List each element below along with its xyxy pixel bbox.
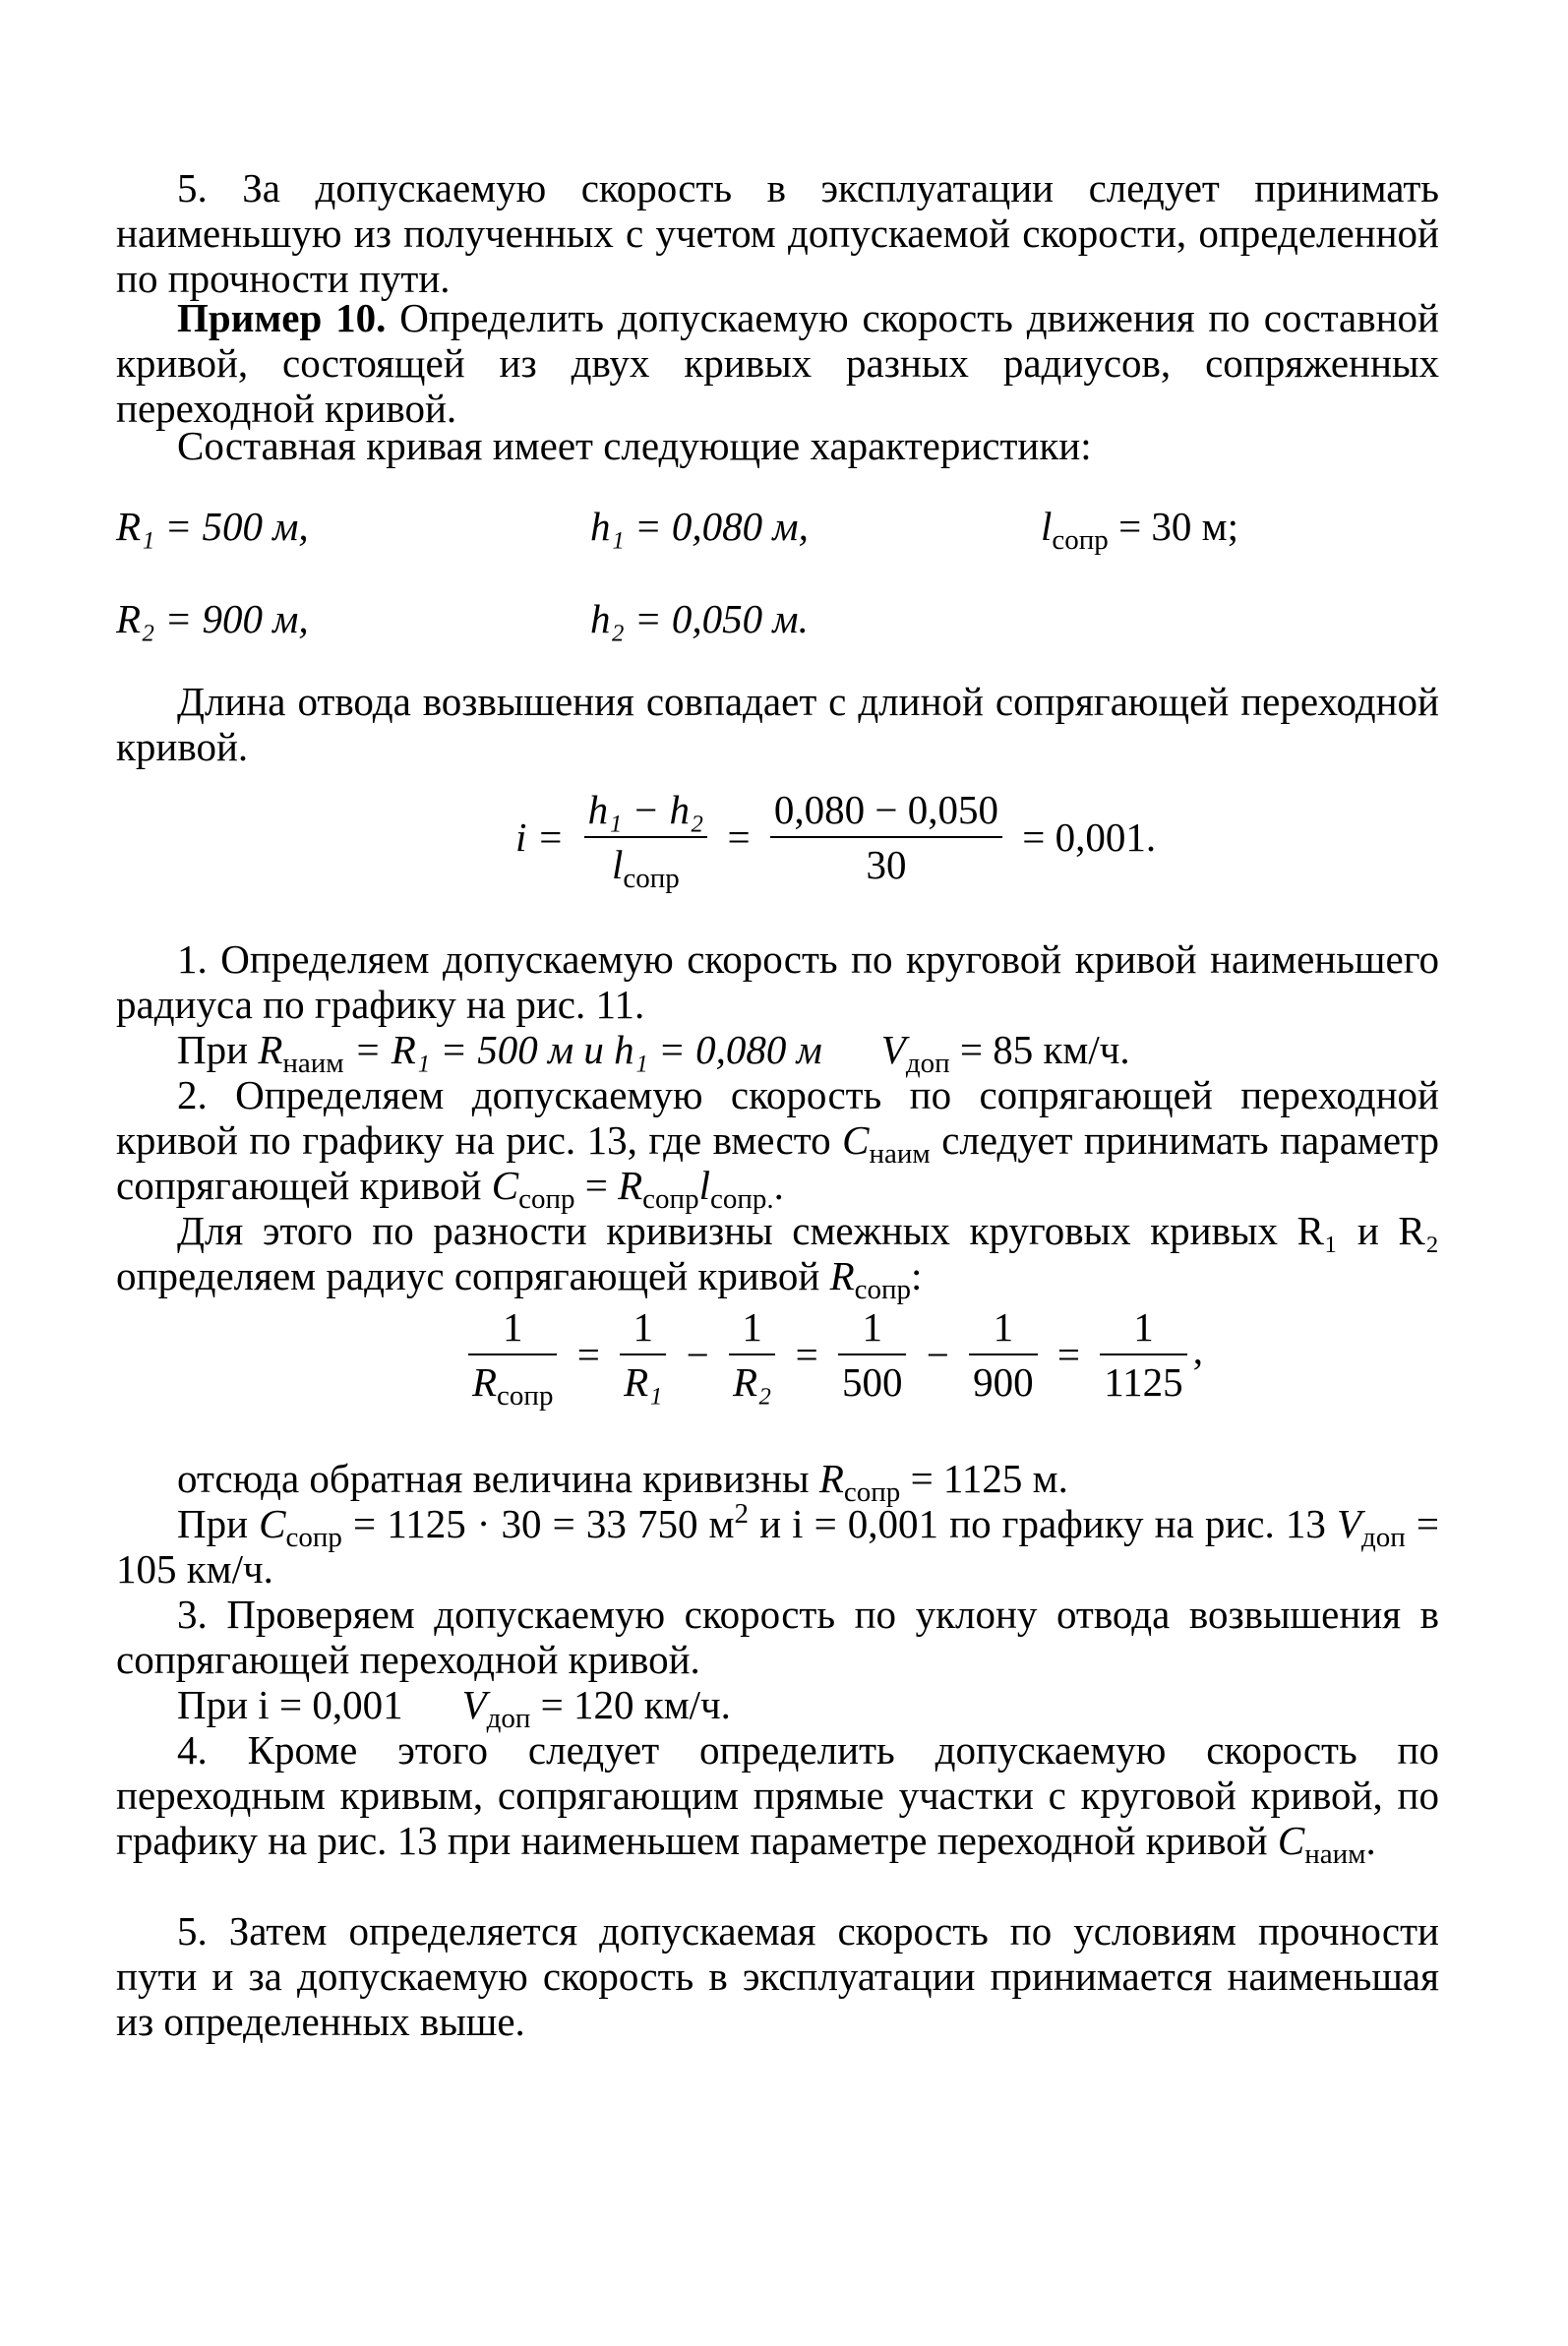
example-text: Определить допускаемую скорость движения по составной кривой, состоящей из двух кривых разных радиусов, сопряженных переходной кривой.	[116, 295, 1439, 431]
formula-result: = 0,001.	[1022, 814, 1157, 860]
paragraph-text: Составная кривая имеет следующие характеристики:	[177, 423, 1092, 468]
paragraph-ramp-length	[116, 679, 1439, 769]
param-l-conj: $l_{сопр} = 30$ м;	[1041, 504, 1239, 556]
paragraph-inverse-curvature: отсюда обратная величина кривизны $R_{сопр} = 1125$ м. При $C_{сопр} = 1125 \cdot 30 = 33$ 750 $м^2$ и i = 0,001 по графику на рис. 13 $V_{доп} = 105$ км/ч.	[116, 1456, 1439, 1592]
fraction-symbolic: $\frac{\text{h₁ − h₂}}{l_{сопр}}$	[584, 787, 708, 887]
formula-curvature: $\frac{1}{R_{сопр}}$ = $\frac{1}{\text{R₁}}$ − $\frac{1}{\text{R₂}}$ = $\frac{1}{500}$ − $\frac{1}{900}$ = $\frac{1}{1125}$ ,	[462, 1304, 1203, 1405]
example-heading: Пример 10.	[177, 295, 387, 340]
paragraph-step-3: 3. Проверяем допускаемую скорость по уклону отвода возвышения в сопрягающей переходной кривой. При i = 0,001 $V_{доп} = 120$ км/ч.	[116, 1592, 1439, 1734]
paragraph-radius: Для этого по разности кривизны смежных круговых кривых R₁ и R₂ определяем радиус сопрягающей кривой $R_{сопр}$:	[116, 1208, 1439, 1305]
fraction-numeric: $\frac{0,080 - 0,050}{30}$	[770, 787, 1002, 887]
param-r2: R₂ = 900 м,	[116, 596, 309, 641]
paragraph-step-5	[116, 1908, 1439, 2044]
paragraph-speed-rule	[116, 165, 1439, 301]
formula-lhs: i =	[515, 814, 565, 860]
paragraph-text: 5. За допускаемую скорость в эксплуатации следует принимать наименьшую из полученных с учетом допускаемой скорости, определенной по прочности пути.	[116, 165, 1439, 301]
fraction-r1: $\frac{1}{\text{R₁}}$	[620, 1304, 666, 1405]
paragraph-characteristics	[116, 423, 1439, 468]
paragraph-step-2: 2. Определяем допускаемую скорость по сопрягающей переходной кривой по графику на рис. 13, где вместо $C_{наим}$ следует принимать параметр сопрягающей кривой $C_{сопр} = R_{сопр}l_{сопр.}$.	[116, 1072, 1439, 1215]
fraction-r-conj: $\frac{1}{R_{сопр}}$	[468, 1304, 557, 1405]
param-h2: h₂ = 0,050 м.	[590, 596, 809, 641]
paragraph-step-1: 1. Определяем допускаемую скорость по круговой кривой наименьшего радиуса по графику на рис. 11. При $R_{наим} = R_1 = 500$ м и h₁ = 0,080 м $V_{доп} = 85$ км/ч.	[116, 936, 1439, 1079]
fraction-500: $\frac{1}{500}$	[838, 1304, 907, 1405]
paragraph-text: 1. Определяем допускаемую скорость по круговой кривой наименьшего радиуса по графику на рис. 11.	[116, 936, 1439, 1027]
fraction-900: $\frac{1}{900}$	[969, 1304, 1038, 1405]
param-h1: h₁ = 0,080 м,	[590, 504, 809, 549]
paragraph-text: Длина отвода возвышения совпадает с длиной сопрягающей переходной кривой.	[116, 679, 1439, 769]
paragraph-step-4: 4. Кроме этого следует определить допускаемую скорость по переходным кривым, сопрягающим прямые участки с круговой кривой, по графику на рис. 13 при наименьшем параметре переходной кривой $C_{наим}$.	[116, 1727, 1439, 1870]
paragraph-example	[116, 295, 1439, 431]
fraction-1125: $\frac{1}{1125}$	[1100, 1304, 1186, 1405]
fraction-r2: $\frac{1}{\text{R₂}}$	[729, 1304, 775, 1405]
paragraph-text: 5. Затем определяется допускаемая скорость по условиям прочности пути и за допускаемую скорость в эксплуатации принимается наименьшая из определенных выше.	[116, 1908, 1439, 2044]
formula-slope: i = $\frac{\text{h₁ − h₂}}{l_{сопр}}$ = $\frac{0,080 - 0,050}{30}$ = 0,001.	[515, 787, 1157, 894]
param-r1: R₁ = 500 м,	[116, 504, 309, 549]
